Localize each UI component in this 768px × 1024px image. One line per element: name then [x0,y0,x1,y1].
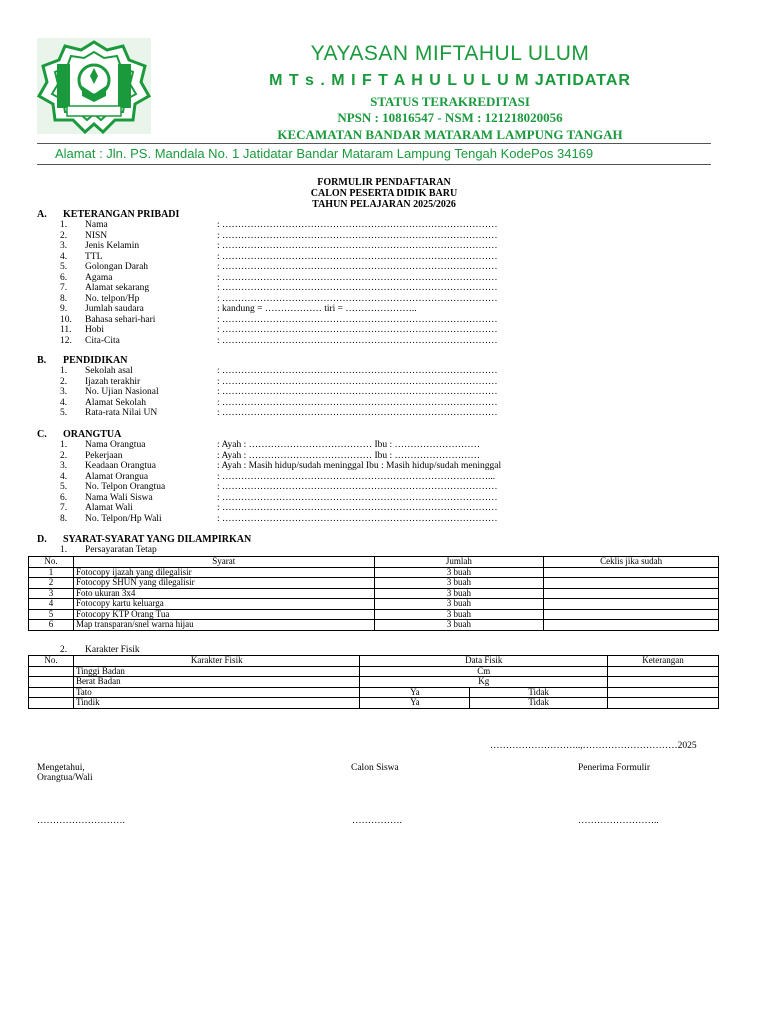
parent-label: Mengetahui, [37,763,85,773]
row-fill-field[interactable]: : …………………………………………………………………………… [217,397,498,408]
table-cell: Ya [360,698,470,709]
form-row [60,482,498,493]
row-fill-field[interactable]: : Ayah : ………………………………… Ibu : ……………………… [217,450,481,461]
form-row [60,440,481,451]
section-a-heading: A. KETERANGAN PRIBADI [37,209,180,220]
row-number: 3. [60,387,68,397]
row-fill-field[interactable]: : …………………………………………………………………………... [217,471,496,482]
notes-cell[interactable] [608,677,719,688]
table-cell: 3 buah [374,567,544,578]
row-fill-field[interactable]: : …………………………………………………………………………… [217,335,498,346]
table-row [29,677,719,688]
physical-subheading: 2. Karakter Fisik [60,645,140,655]
form-row [60,241,498,252]
form-row [60,450,481,462]
row-number: 12. [60,335,72,346]
student-signature-line: ……………. [352,816,402,826]
table-cell: 6 [29,620,74,631]
form-row [60,513,498,525]
table-row [29,687,719,698]
table-cell: Tinggi Badan [73,666,360,677]
table-cell: Foto ukuran 3x4 [73,588,374,599]
row-fill-field[interactable]: : …………………………………………………………………………… [217,482,498,492]
row-label: Ijazah terakhir [85,376,141,387]
foundation-name: YAYASAN MIFTAHUL ULUM [310,42,590,65]
row-fill-field[interactable]: : …………………………………………………………………………… [217,251,498,262]
row-fill-field[interactable]: : …………………………………………………………………………… [217,314,498,325]
row-label: Sekolah asal [85,366,133,376]
row-label: Golongan Darah [85,262,149,272]
form-row [60,230,498,242]
table-cell: 3 buah [374,588,544,599]
form-title-line3: TAHUN PELAJARAN 2025/2026 [312,199,456,210]
row-fill-field[interactable]: : …………………………………………………………………………… [217,503,498,513]
table-cell: Tidak [470,687,608,698]
row-number: 3. [60,461,68,471]
row-fill-field[interactable]: : Ayah : Masih hidup/sudah meninggal Ibu : Masih hidup/sudah meninggal [217,461,502,471]
receiver-signature-line: …………………….. [578,816,659,826]
table-cell: Tindik [73,698,360,709]
table-cell [29,677,74,688]
table-cell: Fotocopy kartu keluarga [73,599,374,610]
form-row [60,387,498,398]
checklist-cell[interactable] [544,599,719,610]
row-label: Rata-rata Nilai UN [85,408,158,418]
table-row [29,620,719,631]
row-label: Alamat Orangua [85,471,149,482]
form-row [60,251,498,263]
parent-label-2: Orangtua/Wali [37,773,93,783]
row-fill-field[interactable]: : …………………………………………………………………………… [217,325,498,335]
row-label: No. Ujian Nasional [85,387,159,397]
table-cell: Cm [360,666,608,677]
table-cell: Tidak [470,698,608,709]
row-fill-field[interactable]: : …………………………………………………………………………… [217,293,498,304]
table-cell: 3 buah [374,609,544,620]
form-row [60,376,498,388]
table-cell: 5 [29,609,74,620]
form-row [60,272,498,284]
table-row [29,578,719,589]
row-number: 8. [60,513,68,524]
form-row [60,335,498,347]
signature-date-line: ………………………..,…………………………2025 [490,741,697,751]
row-label: Bahasa sehari-hari [85,314,156,325]
table-cell [29,687,74,698]
row-number: 2. [60,230,68,241]
row-fill-field[interactable]: : …………………………………………………………………………… [217,408,498,418]
table-cell: Berat Badan [73,677,360,688]
row-label: Agama [85,272,113,283]
row-label: Jenis Kelamin [85,241,140,251]
form-row [60,314,498,326]
form-row [60,503,498,514]
row-number: 5. [60,262,68,272]
row-fill-field[interactable]: : …………………………………………………………………………… [217,387,498,397]
requirements-table-header [29,557,719,568]
row-fill-field[interactable]: : …………………………………………………………………………… [217,283,498,293]
row-label: Nama [85,220,108,230]
table-cell: 2 [29,578,74,589]
row-fill-field[interactable]: : kandung = ……………… tiri = ………………….. [217,304,417,314]
school-name: M T s . M I F T A H U L U L U M JATIDATAR [269,72,631,89]
row-fill-field[interactable]: : …………………………………………………………………………… [217,262,498,272]
row-label: Nama Orangtua [85,440,146,450]
row-number: 4. [60,471,68,482]
row-number: 3. [60,241,68,251]
checklist-cell[interactable] [544,609,719,620]
checklist-cell[interactable] [544,588,719,599]
table-cell: 3 buah [374,578,544,589]
table-row [29,666,719,677]
row-label: Alamat Sekolah [85,397,146,408]
physical-header-trait: Karakter Fisik [73,656,360,667]
table-cell: 3 buah [374,599,544,610]
table-cell: Fotocopy KTP Orang Tua [73,609,374,620]
physical-table [28,655,719,709]
physical-header-no: No. [29,656,74,667]
school-emblem-icon [37,38,151,134]
row-label: Keadaan Orangtua [85,461,156,471]
header-rule-bottom [37,164,711,165]
row-fill-field[interactable]: : …………………………………………………………………………… [217,366,498,376]
checklist-cell[interactable] [544,578,719,589]
parent-signature-line: ………………………. [37,816,125,826]
table-row [29,567,719,578]
row-fill-field[interactable]: : …………………………………………………………………………… [217,513,498,524]
requirements-table [28,556,719,631]
form-row [60,366,498,377]
physical-table-header [29,656,719,667]
physical-header-data: Data Fisik [360,656,608,667]
section-b-heading: B. PENDIDIKAN [37,355,128,366]
table-cell: Tato [73,687,360,698]
form-row [60,408,498,419]
table-cell [29,698,74,709]
requirements-header-cell: No. [29,557,74,568]
form-row [60,325,498,336]
row-label: Alamat Wali [85,503,133,513]
row-label: No. Telpon/Hp Wali [85,513,162,524]
school-address: Alamat : Jln. PS. Mandala No. 1 Jatidatar Bandar Mataram Lampung Tengah KodePos 34169 [55,146,594,161]
row-number: 4. [60,397,68,408]
row-label: NISN [85,230,108,241]
row-label: No. Telpon Orangtua [85,482,166,492]
row-label: Hobi [85,325,104,335]
form-row [60,471,496,483]
form-row [60,492,498,504]
table-cell: 3 buah [374,620,544,631]
table-cell: 3 [29,588,74,599]
row-fill-field[interactable]: : Ayah : ………………………………… Ibu : ……………………… [217,440,481,450]
form-title-line2: CALON PESERTA DIDIK BARU [310,188,458,199]
form-row [60,262,498,273]
table-cell: Kg [360,677,608,688]
section-d-heading: D. SYARAT-SYARAT YANG DILAMPIRKAN [37,534,252,545]
row-label: Jumlah saudara [85,304,144,314]
table-cell: Fotocopy SHUN yang dilegalisir [73,578,374,589]
notes-cell[interactable] [608,687,719,698]
row-fill-field[interactable]: : …………………………………………………………………………… [217,376,498,387]
row-fill-field[interactable]: : …………………………………………………………………………… [217,241,498,251]
row-number: 9. [60,304,68,314]
row-number: 7. [60,283,68,293]
row-number: 2. [60,376,68,387]
row-label: Pekerjaan [85,450,123,461]
table-cell: Fotocopy ijazah yang dilegalisir [73,567,374,578]
row-label: TTL [85,251,103,262]
checklist-cell[interactable] [544,620,719,631]
notes-cell[interactable] [608,698,719,709]
row-fill-field[interactable]: : …………………………………………………………………………… [217,220,498,230]
row-number: 1. [60,366,68,376]
row-fill-field[interactable]: : …………………………………………………………………………… [217,492,498,503]
table-row [29,609,719,620]
row-number: 1. [60,220,68,230]
row-number: 8. [60,293,68,304]
row-number: 2. [60,450,68,461]
row-label: Cita-Cita [85,335,120,346]
row-number: 10. [60,314,72,325]
physical-header-notes: Keterangan [608,656,719,667]
row-number: 5. [60,408,68,418]
row-label: Alamat sekarang [85,283,150,293]
row-number: 6. [60,272,68,283]
table-cell [29,666,74,677]
notes-cell[interactable] [608,666,719,677]
row-fill-field[interactable]: : …………………………………………………………………………… [217,272,498,283]
row-label: Nama Wali Siswa [85,492,153,503]
checklist-cell[interactable] [544,567,719,578]
row-number: 7. [60,503,68,513]
requirements-header-cell: Ceklis jika sudah [544,557,719,568]
table-cell: 1 [29,567,74,578]
form-row [60,461,502,472]
section-c-heading: C. ORANGTUA [37,429,122,440]
requirements-header-cell: Jumlah [374,557,544,568]
table-cell: 4 [29,599,74,610]
table-row [29,698,719,709]
table-row [29,588,719,599]
form-row [60,304,417,315]
table-row [29,599,719,610]
requirements-subheading: 1. Persayaratan Tetap [60,545,157,555]
table-cell: Map transparan/snel warna hijau [73,620,374,631]
student-label: Calon Siswa [351,763,399,773]
row-number: 6. [60,492,68,503]
header-rule-top [37,143,711,144]
row-number: 11. [60,325,72,335]
accreditation-status: STATUS TERAKREDITASI [370,94,530,109]
form-row [60,220,498,231]
row-number: 5. [60,482,68,492]
form-row [60,293,498,305]
receiver-label: Penerima Formulir [578,763,651,773]
row-fill-field[interactable]: : …………………………………………………………………………… [217,230,498,241]
row-number: 1. [60,440,68,450]
table-cell: Ya [360,687,470,698]
form-title-line1: FORMULIR PENDAFTARAN [317,177,451,188]
row-number: 4. [60,251,68,262]
row-label: No. telpon/Hp [85,293,140,304]
requirements-header-cell: Syarat [73,557,374,568]
form-row [60,283,498,294]
district-name: KECAMATAN BANDAR MATARAM LAMPUNG TANGAH [277,127,623,142]
school-ids: NPSN : 10816547 - NSM : 121218020056 [337,110,563,125]
form-row [60,397,498,409]
